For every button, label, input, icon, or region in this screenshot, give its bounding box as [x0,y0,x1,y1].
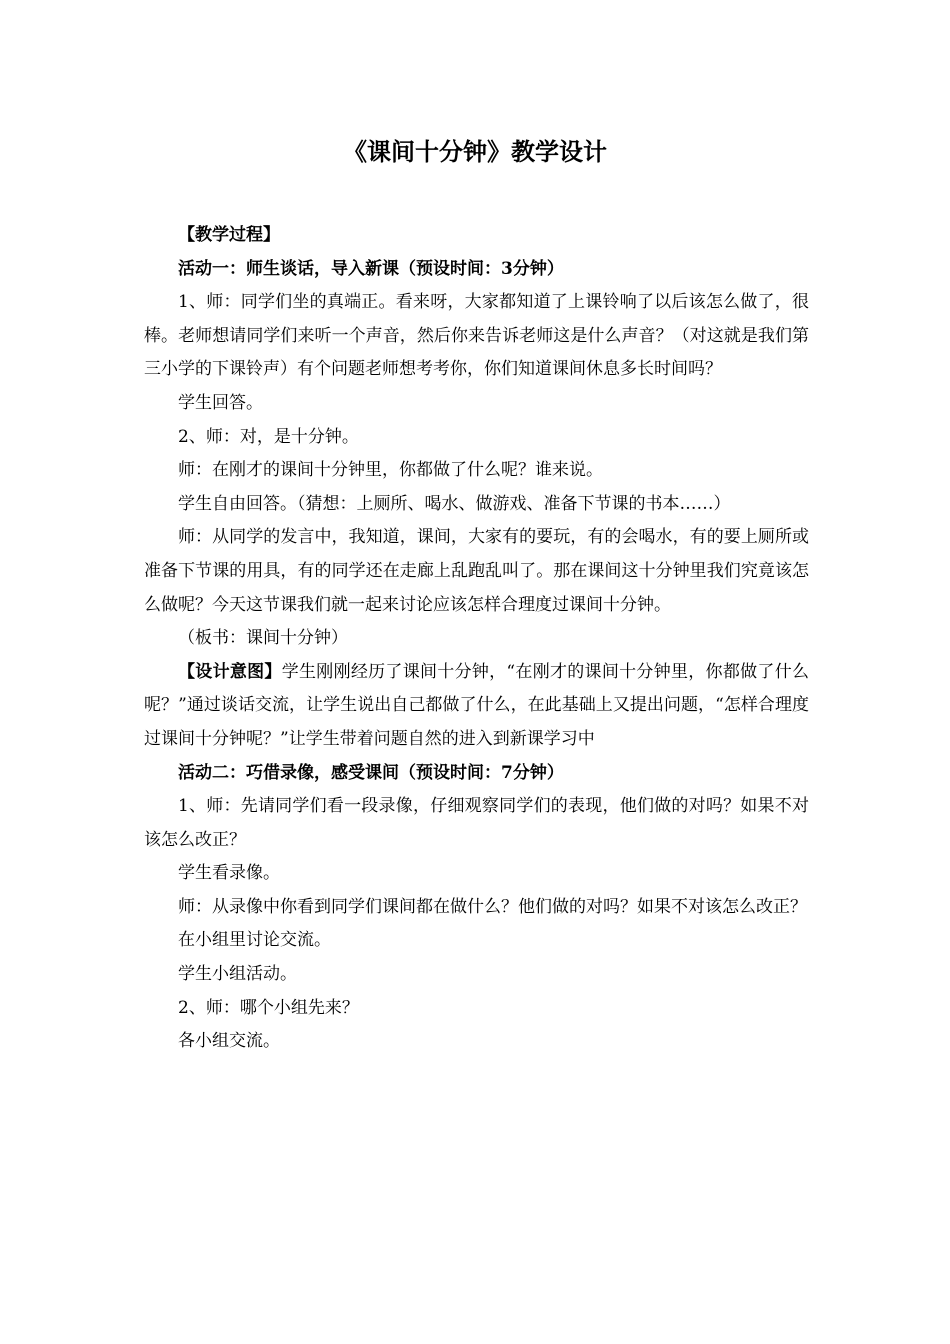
activity1-paragraph: 学生自由回答。（猜想：上厕所、喝水、做游戏、准备下节课的书本……） [178,493,731,514]
activity1-heading: 活动一：师生谈话，导入新课（预设时间：3分钟） [178,258,564,279]
activity2-paragraph: 在小组里讨论交流。 [178,930,331,951]
section-label: 【教学过程】 [178,225,280,245]
activity2-paragraph: 1、师：先请同学们看一段录像，仔细观察同学们的表现，他们做的对吗？如果不对该怎么改正？ [144,796,809,850]
design-intent-label: 【设计意图】 [178,661,282,682]
activity2-paragraph: 2、师：哪个小组先来？ [178,997,359,1018]
activity1-paragraph: 学生回答。 [178,392,263,413]
activity1-paragraph: 2、师：对，是十分钟。 [178,426,359,447]
activity1-paragraph: 1、师：同学们坐的真端正。看来呀，大家都知道了上课铃响了以后该怎么做了，很棒。老师想请同学们来听一个声音，然后你来告诉老师这是什么声音？（对这就是我们第三小学的下课铃声）有个问题老师想考考你，你们知道课间休息多长时间吗？ [144,292,809,380]
activity2-paragraph: 各小组交流。 [178,1031,280,1052]
activity1-paragraph: 师：从同学的发言中，我知道，课间，大家有的要玩，有的会喝水，有的要上厕所或准备下节课的用具，有的同学还在走廊上乱跑乱叫了。那在课间这十分钟里我们究竟该怎么做呢？今天这节课我们就一起来讨论应该怎样合理度过课间十分钟。 [144,527,809,615]
activity1-paragraph: 师：在刚才的课间十分钟里，你都做了什么呢？谁来说。 [178,460,603,481]
document-body [144,219,809,1059]
activity2-paragraph: 学生看录像。 [178,863,280,884]
design-intent-paragraph [144,656,809,757]
activity1-paragraph: （板书：课间十分钟） [178,628,348,649]
document-title: 《课间十分钟》教学设计 [343,137,607,166]
activity2-heading: 活动二：巧借录像，感受课间（预设时间：7分钟） [178,762,564,783]
activity2-paragraph: 师：从录像中你看到同学们课间都在做什么？他们做的对吗？如果不对该怎么改正？ [178,896,807,917]
design-intent-text: 学生刚刚经历了课间十分钟，“在刚才的课间十分钟里，你都做了什么呢？”通过谈话交流，让学生说出自己都做了什么，在此基础上又提出问题，“怎样合理度过课间十分钟呢？”让学生带着问题自然的进入到新课学习中 [144,661,809,749]
activity2-paragraph: 学生小组活动。 [178,964,297,985]
